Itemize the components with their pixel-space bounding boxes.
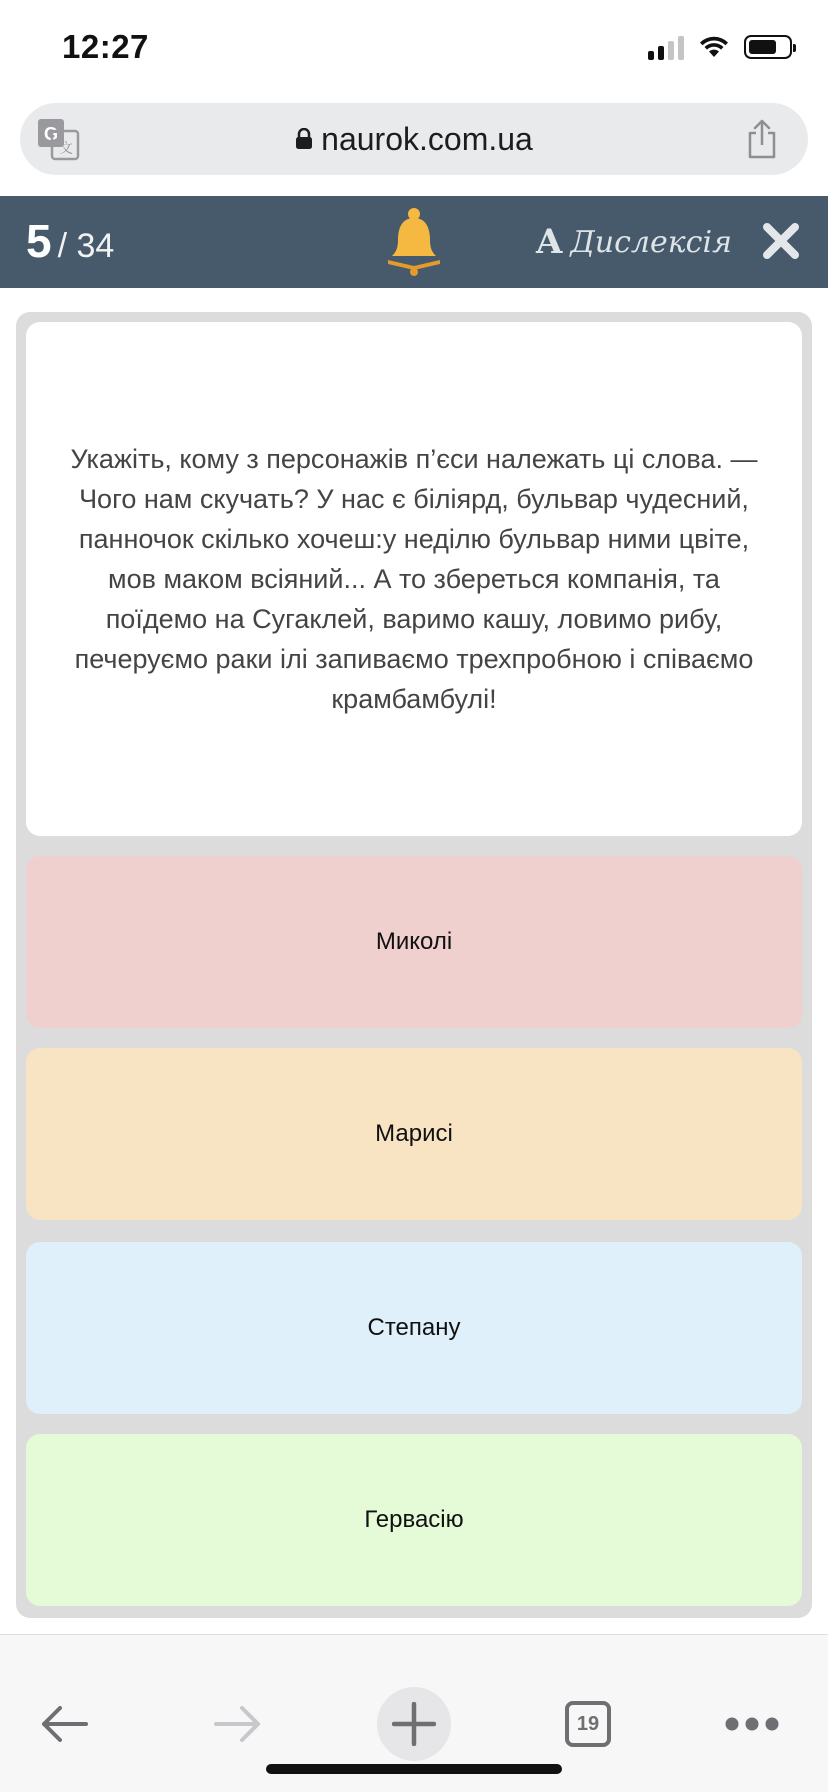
tabs-button[interactable] <box>528 1679 648 1769</box>
question-counter <box>26 214 114 268</box>
quiz-header <box>0 196 828 288</box>
answer-label: Степану <box>367 1314 461 1341</box>
answer-option[interactable] <box>26 1048 802 1220</box>
answer-option[interactable] <box>26 856 802 1028</box>
back-arrow-icon <box>38 1704 90 1744</box>
dyslexia-letter: A <box>536 222 563 262</box>
answer-label: Гервасію <box>364 1506 464 1533</box>
status-time: 12:27 <box>62 28 149 65</box>
cellular-signal-icon <box>648 34 684 60</box>
total-questions: / 34 <box>57 227 115 265</box>
back-button[interactable] <box>4 1679 124 1769</box>
more-icon <box>724 1716 780 1732</box>
answer-option[interactable] <box>26 1242 802 1414</box>
close-icon[interactable] <box>762 222 800 260</box>
answer-label: Миколі <box>375 928 453 955</box>
svg-text:文: 文 <box>59 141 73 157</box>
quiz-content <box>16 312 812 1618</box>
dyslexia-toggle[interactable] <box>536 222 732 262</box>
svg-text:G: G <box>43 124 59 144</box>
plus-icon <box>392 1702 436 1746</box>
address-bar[interactable] <box>20 103 808 175</box>
tabs-icon <box>565 1701 611 1747</box>
bell-book-logo-icon <box>384 206 444 278</box>
home-indicator <box>266 1764 562 1774</box>
new-tab-button[interactable] <box>354 1679 474 1769</box>
url-text: naurok.com.ua <box>321 121 533 157</box>
answer-option[interactable] <box>26 1434 802 1606</box>
wifi-icon <box>698 35 730 59</box>
status-icons <box>648 34 792 60</box>
tabs-count: 19 <box>576 1712 600 1735</box>
question-text: Укажіть, кому з персонажів п’єси належать ці слова. — Чого нам скучать? У нас є біліярд, бульвар чудесний, панночок скілько хочеш:у неділю бульвар ними цвіте, мов маком всіяний... А то збереться компанія, та поїдемо на Сугаклей, варимо кашу, ловимо рибу, печеруємо раки ілі запиваємо трехпробною і співаємо крамбамбулі! <box>70 444 758 714</box>
lock-icon <box>295 128 313 150</box>
url-display[interactable] <box>20 121 808 158</box>
answer-label: Марисі <box>375 1120 453 1147</box>
forward-button[interactable] <box>178 1679 298 1769</box>
forward-arrow-icon <box>212 1704 264 1744</box>
share-icon[interactable] <box>744 117 780 161</box>
question-card <box>26 322 802 836</box>
status-bar <box>0 0 828 96</box>
current-question-number: 5 <box>26 215 52 267</box>
battery-icon <box>744 35 792 59</box>
dyslexia-label: Дислексія <box>570 224 732 260</box>
more-button[interactable] <box>692 1679 812 1769</box>
